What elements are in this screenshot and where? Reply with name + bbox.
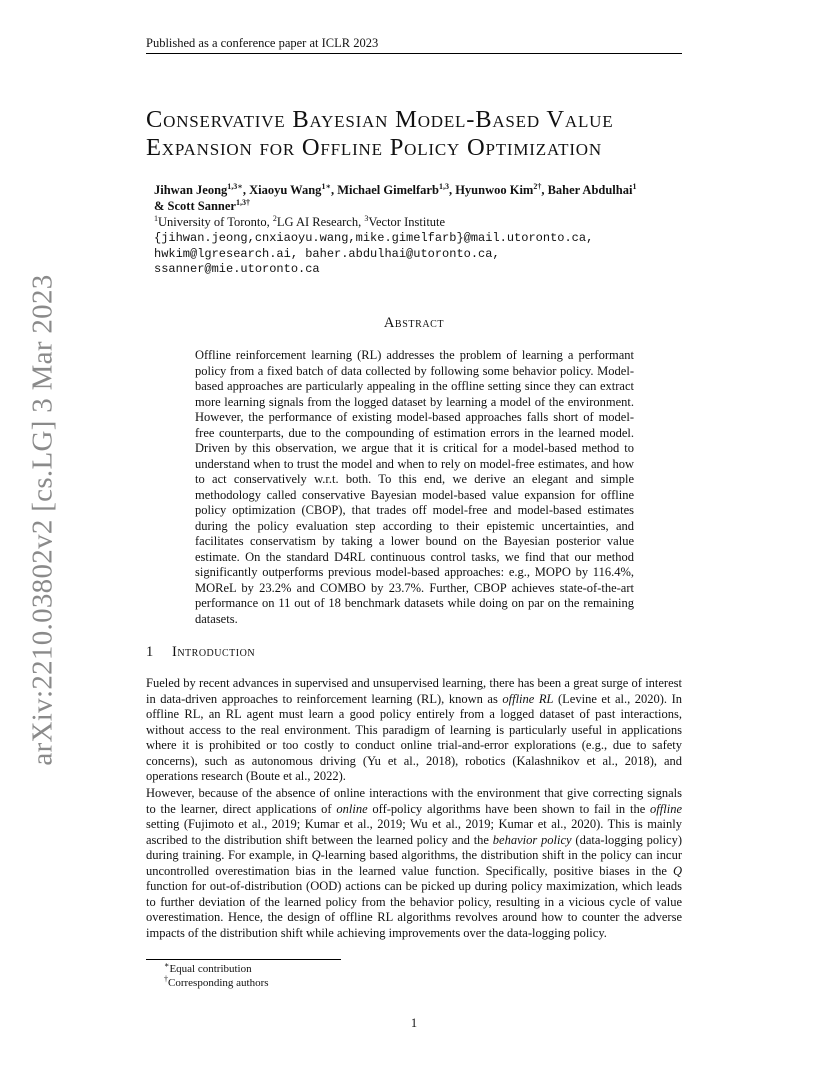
author-note-mark: ∗ <box>237 181 243 191</box>
paper-title <box>146 106 706 162</box>
text-run: setting (Fujimoto et al., 2019; Kumar et al., 2019; Wu et al., 2019; Kumar et al., 2020). This is mainly ascribed to the distribution shift between the learned policy and the <box>146 817 682 847</box>
affiliation-name: University of Toronto, <box>158 215 273 229</box>
author-name: Scott Sanner <box>167 199 236 213</box>
author-name: Michael Gimelfarb <box>337 183 439 197</box>
affiliation-mark: 1,3 <box>227 181 238 191</box>
affiliation-mark: 1,3† <box>235 197 250 207</box>
body-paragraph <box>146 676 682 785</box>
text-run: (Levine et al., 2020). In offline RL, an RL agent must learn a good policy entirely from a logged dataset of past interactions, without access to the real environment. This paradigm of learning is particularly useful in applications where it is prohibited or too costly to conduct online trial-and-error explorations (e.g., due to safety concerns), such as autonomous driving (Yu et al., 2018), robotics (Kalashnikov et al., 2018), and operations research (Boute et al., 2022). <box>146 691 683 783</box>
author-emails: {jihwan.jeong,cnxiaoyu.wang,mike.gimelfarb}@mail.utoronto.ca, hwkim@lgresearch.ai, baher.abdulhai@utoronto.ca, ssanner@mie.utoronto.ca <box>154 231 594 276</box>
footnote-mark: † <box>164 974 168 984</box>
section-heading-introduction <box>146 644 255 661</box>
footnote-equal-contribution <box>164 960 252 975</box>
emphasis: online <box>336 801 368 816</box>
title-line-1: Conservative Bayesian Model-Based Value <box>146 106 614 133</box>
footnote-rule <box>146 959 341 960</box>
affiliation-mark: 1 <box>321 181 326 191</box>
affiliation-mark: 1,3 <box>438 181 449 191</box>
text-run: off-policy algorithms have been shown to fail in the <box>367 801 651 816</box>
affiliation-name: LG AI Research, <box>276 215 365 229</box>
author-name: Baher Abdulhai <box>547 183 633 197</box>
affiliation-number: 3 <box>364 213 369 223</box>
page-number: 1 <box>410 1016 418 1030</box>
author-name: Jihwan Jeong <box>154 183 228 197</box>
text-run: -learning based algorithms, the distribution shift in the policy can incur uncontrolled overestimation bias in the learned value function. Specifically, positive biases in the <box>146 848 682 878</box>
author-list <box>154 182 684 214</box>
math-symbol: Q <box>672 863 682 878</box>
emphasis: offline RL <box>502 691 554 706</box>
section-title: Introduction <box>172 644 256 660</box>
text-run: However, because of the absence of online interactions with the environment that give correcting signals to the learner, direct applications of <box>146 786 682 816</box>
author-note-mark: † <box>537 181 542 191</box>
body-paragraph <box>146 786 682 941</box>
running-header: Published as a conference paper at ICLR 2023 <box>146 36 379 50</box>
text-run: (data-logging policy) during training. For example, in <box>146 832 682 862</box>
affiliation-mark: 2 <box>533 181 538 191</box>
text-run: function for out-of-distribution (OOD) actions can be picked up during policy maximization, which leads to further deviation of the learned policy from the behavior policy, resulting in a vicious cycle of value overestimation. Hence, the design of offline RL algorithms revolves around how to counter the adverse impacts of the distribution shift while achieving improvements over the data-logging policy. <box>146 879 682 940</box>
affiliations <box>154 215 445 230</box>
author-name: Hyunwoo Kim <box>455 183 534 197</box>
footnote-corresponding <box>164 974 269 989</box>
affiliation-number: 1 <box>154 213 158 223</box>
emphasis: behavior policy <box>492 832 572 847</box>
emphasis: offline <box>650 801 682 816</box>
affiliation-number: 2 <box>272 213 277 223</box>
header-rule <box>146 53 682 54</box>
separator: , <box>448 183 456 197</box>
affiliation-mark: 1 <box>632 181 637 191</box>
separator: , <box>541 183 548 197</box>
math-symbol: Q <box>311 848 321 862</box>
footnote-mark: ∗ <box>164 960 170 970</box>
separator: , <box>330 183 338 197</box>
separator: , <box>242 183 250 197</box>
text-run: Fueled by recent advances in supervised and unsupervised learning, there has been a great surge of interest in data-driven approaches to reinforcement learning (RL), known as <box>146 676 682 706</box>
section-number: 1 <box>146 644 154 660</box>
footnote-text: Corresponding authors <box>168 977 269 989</box>
author-name: Xiaoyu Wang <box>249 183 322 197</box>
abstract-text: Offline reinforcement learning (RL) addresses the problem of learning a performant policy from a fixed batch of data collected by following some behavior policy. Model-based approaches are particularly appealing in the offline setting since they can extract more learning signals from the logged dataset by learning a model of the environment. However, the performance of existing model-based approaches falls short of model-free counterparts, due to the compounding of estimation errors in the learned model. Driven by this observation, we argue that it is critical for a model-based method to understand when to trust the model and when to rely on model-free estimates, and how to act conservatively w.r.t. both. To this end, we derive an elegant and simple methodology called conservative Bayesian model-based value expansion for offline policy optimization (CBOP), that trades off model-free and model-based estimates during the policy evaluation step according to their epistemic uncertainties, and facilitates conservatism by taking a lower bound on the Bayesian posterior value estimate. On the standard D4RL continuous control tasks, we find that our method significantly outperforms previous model-based approaches: e.g., MOPO by 116.4%, MOReL by 23.2% and COMBO by 23.7%. Further, CBOP achieves state-of-the-art performance on 11 out of 18 benchmark datasets while doing on par on the remaining datasets. <box>195 348 634 626</box>
footnote-text: Equal contribution <box>169 963 252 975</box>
author-note-mark: ∗ <box>325 181 331 191</box>
title-line-2: Expansion for Offline Policy Optimization <box>146 134 602 161</box>
separator: & <box>154 199 168 213</box>
arxiv-identifier: arXiv:2210.03802v2 [cs.LG] 3 Mar 2023 <box>26 274 59 766</box>
affiliation-name: Vector Institute <box>368 215 446 229</box>
abstract-heading: Abstract <box>383 315 445 331</box>
